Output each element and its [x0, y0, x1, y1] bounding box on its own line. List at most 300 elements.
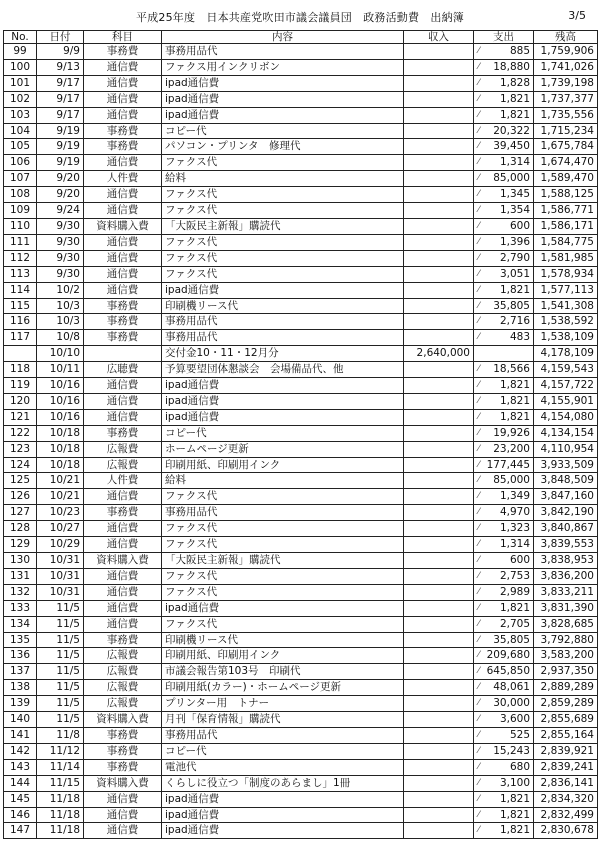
cell-expense: ⁄ 1,821 — [474, 393, 534, 409]
cell-date: 9/30 — [37, 250, 84, 266]
cell-date: 9/17 — [37, 91, 84, 107]
cell-description: 印刷機リース代 — [162, 298, 404, 314]
cell-balance: 3,847,160 — [534, 489, 598, 505]
cell-balance: 2,855,164 — [534, 727, 598, 743]
cell-date: 11/5 — [37, 616, 84, 632]
cell-description: 印刷用紙、印刷用インク — [162, 648, 404, 664]
cell-description: ファクス代 — [162, 537, 404, 553]
cell-description: 事務用品代 — [162, 44, 404, 60]
table-row — [4, 537, 598, 553]
cell-expense: ⁄ 35,805 — [474, 632, 534, 648]
cell-balance: 1,715,234 — [534, 123, 598, 139]
cell-expense: ⁄ 1,828 — [474, 75, 534, 91]
cell-date: 9/30 — [37, 234, 84, 250]
cell-category: 資料購入費 — [84, 775, 162, 791]
cell-no: 145 — [4, 791, 37, 807]
cell-description: 事務用品代 — [162, 727, 404, 743]
cell-category: 通信費 — [84, 203, 162, 219]
cell-expense: ⁄ 1,821 — [474, 791, 534, 807]
cell-income — [404, 537, 474, 553]
cell-no: 126 — [4, 489, 37, 505]
check-mark-icon: ⁄ — [478, 602, 480, 613]
cell-income — [404, 171, 474, 187]
table-row — [4, 553, 598, 569]
cell-category: 事務費 — [84, 505, 162, 521]
cell-description: 月刊「保育情報」購読代 — [162, 712, 404, 728]
cell-description: ファクス代 — [162, 584, 404, 600]
cell-date: 9/19 — [37, 155, 84, 171]
cell-no: 100 — [4, 59, 37, 75]
column-header-category: 科目 — [84, 31, 162, 44]
cell-balance: 3,842,190 — [534, 505, 598, 521]
cell-description: 事務用品代 — [162, 505, 404, 521]
cell-date: 10/10 — [37, 346, 84, 362]
cell-no: 119 — [4, 378, 37, 394]
cell-no: 133 — [4, 600, 37, 616]
cell-category: 広聴費 — [84, 362, 162, 378]
check-mark-icon: ⁄ — [478, 714, 480, 725]
cell-category: 通信費 — [84, 378, 162, 394]
cell-balance: 1,588,125 — [534, 187, 598, 203]
table-row — [4, 91, 598, 107]
cell-expense: ⁄ 600 — [474, 553, 534, 569]
cell-income — [404, 107, 474, 123]
table-row — [4, 425, 598, 441]
cell-description: ipad通信費 — [162, 791, 404, 807]
cell-category: 通信費 — [84, 823, 162, 839]
cell-balance: 2,832,499 — [534, 807, 598, 823]
table-row — [4, 775, 598, 791]
cell-category: 資料購入費 — [84, 712, 162, 728]
cell-description: ファクス代 — [162, 568, 404, 584]
cell-description: ファクス用インクリボン — [162, 59, 404, 75]
cell-balance: 1,538,109 — [534, 330, 598, 346]
cell-income — [404, 553, 474, 569]
table-row — [4, 203, 598, 219]
cell-income: 2,640,000 — [404, 346, 474, 362]
cell-no: 146 — [4, 807, 37, 823]
cell-category: 広報費 — [84, 664, 162, 680]
check-mark-icon: ⁄ — [478, 332, 480, 343]
table-row — [4, 791, 598, 807]
check-mark-icon: ⁄ — [478, 189, 480, 200]
cell-income — [404, 282, 474, 298]
cell-date: 10/29 — [37, 537, 84, 553]
cell-category: 事務費 — [84, 314, 162, 330]
table-row — [4, 664, 598, 680]
cell-no: 129 — [4, 537, 37, 553]
table-row — [4, 378, 598, 394]
check-mark-icon: ⁄ — [478, 395, 480, 406]
cell-description: ipad通信費 — [162, 378, 404, 394]
check-mark-icon: ⁄ — [478, 157, 480, 168]
cell-description: 印刷機リース代 — [162, 632, 404, 648]
cell-no: 105 — [4, 139, 37, 155]
cell-expense: ⁄ 1,821 — [474, 91, 534, 107]
check-mark-icon: ⁄ — [478, 77, 480, 88]
cell-balance: 4,134,154 — [534, 425, 598, 441]
cell-expense: ⁄ 20,322 — [474, 123, 534, 139]
check-mark-icon: ⁄ — [478, 539, 480, 550]
cell-balance: 1,586,171 — [534, 218, 598, 234]
cell-category: 広報費 — [84, 441, 162, 457]
check-mark-icon: ⁄ — [478, 236, 480, 247]
check-mark-icon: ⁄ — [478, 364, 480, 375]
cell-income — [404, 521, 474, 537]
cell-category: 通信費 — [84, 187, 162, 203]
cell-description: ファクス代 — [162, 616, 404, 632]
cell-date: 11/5 — [37, 712, 84, 728]
cell-no: 132 — [4, 584, 37, 600]
check-mark-icon: ⁄ — [478, 411, 480, 422]
cell-date: 11/5 — [37, 600, 84, 616]
cell-category: 人件費 — [84, 171, 162, 187]
cell-income — [404, 791, 474, 807]
table-row — [4, 393, 598, 409]
cell-date: 10/27 — [37, 521, 84, 537]
cell-category: 通信費 — [84, 616, 162, 632]
check-mark-icon: ⁄ — [478, 698, 480, 709]
cell-no: 140 — [4, 712, 37, 728]
table-row — [4, 616, 598, 632]
cell-category: 人件費 — [84, 473, 162, 489]
cell-date: 10/3 — [37, 314, 84, 330]
column-header-income: 収入 — [404, 31, 474, 44]
column-header-date: 日付 — [37, 31, 84, 44]
cell-no: 135 — [4, 632, 37, 648]
cell-balance: 2,889,289 — [534, 680, 598, 696]
table-row — [4, 632, 598, 648]
cell-description: 給料 — [162, 171, 404, 187]
cell-no: 107 — [4, 171, 37, 187]
cell-balance: 2,830,678 — [534, 823, 598, 839]
cell-category: 通信費 — [84, 75, 162, 91]
column-header-no: No. — [4, 31, 37, 44]
cell-description: ホームページ更新 — [162, 441, 404, 457]
cell-category: 事務費 — [84, 727, 162, 743]
cell-expense: ⁄ 23,200 — [474, 441, 534, 457]
cell-date: 10/18 — [37, 441, 84, 457]
check-mark-icon: ⁄ — [478, 682, 480, 693]
cell-description: ipad通信費 — [162, 91, 404, 107]
cell-income — [404, 807, 474, 823]
table-row — [4, 680, 598, 696]
cell-expense: ⁄ 4,970 — [474, 505, 534, 521]
cell-no: 103 — [4, 107, 37, 123]
table-row — [4, 743, 598, 759]
cell-description: ipad通信費 — [162, 282, 404, 298]
check-mark-icon: ⁄ — [478, 173, 480, 184]
cell-no: 134 — [4, 616, 37, 632]
cell-no: 125 — [4, 473, 37, 489]
cell-description: ファクス代 — [162, 489, 404, 505]
check-mark-icon: ⁄ — [478, 491, 480, 502]
cell-no: 120 — [4, 393, 37, 409]
check-mark-icon: ⁄ — [478, 555, 480, 565]
table-row — [4, 362, 598, 378]
page-header — [0, 0, 600, 30]
cell-date: 11/5 — [37, 632, 84, 648]
cell-expense: ⁄ 85,000 — [474, 473, 534, 489]
cell-balance: 1,538,592 — [534, 314, 598, 330]
column-header-balance: 残高 — [534, 31, 598, 44]
cell-category: 通信費 — [84, 807, 162, 823]
cell-balance: 4,178,109 — [534, 346, 598, 362]
cell-description: ファクス代 — [162, 234, 404, 250]
cell-description: くらしに役立つ「制度のあらまし」1冊 — [162, 775, 404, 791]
cell-description: 市議会報告第103号 印刷代 — [162, 664, 404, 680]
table-row — [4, 234, 598, 250]
cell-balance: 1,739,198 — [534, 75, 598, 91]
check-mark-icon: ⁄ — [478, 825, 480, 836]
cell-balance: 1,759,906 — [534, 44, 598, 60]
cell-category: 通信費 — [84, 568, 162, 584]
cell-description: ipad通信費 — [162, 75, 404, 91]
check-mark-icon: ⁄ — [478, 46, 480, 56]
ledger-body — [4, 44, 598, 839]
table-row — [4, 44, 598, 60]
cell-category: 通信費 — [84, 282, 162, 298]
cell-no: 114 — [4, 282, 37, 298]
cell-date: 11/18 — [37, 807, 84, 823]
cell-date: 9/9 — [37, 44, 84, 60]
cell-date: 10/31 — [37, 568, 84, 584]
cell-balance: 3,933,509 — [534, 457, 598, 473]
check-mark-icon: ⁄ — [478, 793, 480, 804]
cell-expense: ⁄ 1,821 — [474, 107, 534, 123]
cell-expense: ⁄ 209,680 — [474, 648, 534, 664]
table-row — [4, 727, 598, 743]
cell-category: 事務費 — [84, 632, 162, 648]
cell-income — [404, 775, 474, 791]
cell-income — [404, 473, 474, 489]
cell-expense: ⁄ 1,345 — [474, 187, 534, 203]
cell-balance: 3,831,390 — [534, 600, 598, 616]
cell-income — [404, 266, 474, 282]
cell-category: 事務費 — [84, 759, 162, 775]
cell-income — [404, 648, 474, 664]
cell-description: ipad通信費 — [162, 409, 404, 425]
cell-date: 11/12 — [37, 743, 84, 759]
check-mark-icon: ⁄ — [478, 761, 480, 772]
cell-category: 通信費 — [84, 489, 162, 505]
cell-income — [404, 664, 474, 680]
cell-expense: ⁄ 885 — [474, 44, 534, 60]
cell-no: 113 — [4, 266, 37, 282]
check-mark-icon: ⁄ — [478, 650, 480, 661]
cell-no: 110 — [4, 218, 37, 234]
cell-expense: ⁄ 1,314 — [474, 537, 534, 553]
table-row — [4, 75, 598, 91]
cell-category: 事務費 — [84, 425, 162, 441]
cell-description: ipad通信費 — [162, 600, 404, 616]
table-row — [4, 600, 598, 616]
table-row — [4, 314, 598, 330]
cell-description: コピー代 — [162, 123, 404, 139]
cell-description: ファクス代 — [162, 266, 404, 282]
cell-expense: ⁄ 19,926 — [474, 425, 534, 441]
cell-category: 広報費 — [84, 696, 162, 712]
table-row — [4, 218, 598, 234]
cell-description: ipad通信費 — [162, 393, 404, 409]
cell-category: 通信費 — [84, 600, 162, 616]
cell-category — [84, 346, 162, 362]
cell-income — [404, 616, 474, 632]
cell-date: 10/31 — [37, 553, 84, 569]
cell-expense: ⁄ 1,821 — [474, 807, 534, 823]
cell-balance: 4,110,954 — [534, 441, 598, 457]
cell-no: 111 — [4, 234, 37, 250]
cell-date: 11/14 — [37, 759, 84, 775]
cell-description: 予算要望団体懇談会 会場備品代、他 — [162, 362, 404, 378]
cell-description: ipad通信費 — [162, 823, 404, 839]
cell-expense: ⁄ 35,805 — [474, 298, 534, 314]
cell-date: 9/20 — [37, 187, 84, 203]
cell-balance: 1,675,784 — [534, 139, 598, 155]
table-row — [4, 346, 598, 362]
table-header-row — [4, 31, 598, 44]
check-mark-icon: ⁄ — [478, 427, 480, 438]
table-row — [4, 505, 598, 521]
cell-description: 「大阪民主新報」購読代 — [162, 553, 404, 569]
cell-income — [404, 823, 474, 839]
check-mark-icon: ⁄ — [478, 141, 480, 152]
cell-income — [404, 600, 474, 616]
cell-date: 9/30 — [37, 266, 84, 282]
cell-balance: 3,839,553 — [534, 537, 598, 553]
cell-income — [404, 441, 474, 457]
cell-description: 電池代 — [162, 759, 404, 775]
cell-no: 128 — [4, 521, 37, 537]
cell-category: 事務費 — [84, 743, 162, 759]
cell-date: 9/17 — [37, 107, 84, 123]
cell-income — [404, 155, 474, 171]
cell-balance: 1,586,771 — [534, 203, 598, 219]
cell-income — [404, 568, 474, 584]
cell-income — [404, 425, 474, 441]
cell-balance: 2,855,689 — [534, 712, 598, 728]
column-header-expense: 支出 — [474, 31, 534, 44]
table-row — [4, 712, 598, 728]
cell-no: 109 — [4, 203, 37, 219]
cell-category: 資料購入費 — [84, 553, 162, 569]
check-mark-icon: ⁄ — [478, 205, 480, 216]
cell-expense: ⁄ 1,821 — [474, 282, 534, 298]
table-row — [4, 584, 598, 600]
check-mark-icon: ⁄ — [478, 570, 480, 581]
check-mark-icon: ⁄ — [478, 220, 480, 231]
cell-balance: 1,584,775 — [534, 234, 598, 250]
check-mark-icon: ⁄ — [478, 586, 480, 597]
table-row — [4, 59, 598, 75]
check-mark-icon: ⁄ — [478, 443, 480, 454]
cell-category: 広報費 — [84, 457, 162, 473]
cell-expense: ⁄ 2,705 — [474, 616, 534, 632]
cell-expense: ⁄ 3,051 — [474, 266, 534, 282]
cell-income — [404, 505, 474, 521]
check-mark-icon: ⁄ — [478, 745, 480, 756]
check-mark-icon: ⁄ — [478, 729, 480, 740]
cell-balance: 4,154,080 — [534, 409, 598, 425]
cell-expense: ⁄ 1,821 — [474, 600, 534, 616]
cell-category: 事務費 — [84, 330, 162, 346]
cell-income — [404, 314, 474, 330]
cell-income — [404, 489, 474, 505]
cell-balance: 3,583,200 — [534, 648, 598, 664]
check-mark-icon: ⁄ — [478, 61, 480, 72]
cell-description: ファクス代 — [162, 187, 404, 203]
cell-balance: 4,155,901 — [534, 393, 598, 409]
cell-category: 広報費 — [84, 680, 162, 696]
check-mark-icon: ⁄ — [478, 634, 480, 645]
cell-no: 99 — [4, 44, 37, 60]
cell-expense — [474, 346, 534, 362]
table-row — [4, 489, 598, 505]
cell-no: 118 — [4, 362, 37, 378]
cell-balance: 1,741,026 — [534, 59, 598, 75]
cell-balance: 3,833,211 — [534, 584, 598, 600]
cell-date: 10/18 — [37, 425, 84, 441]
cell-description: ファクス代 — [162, 155, 404, 171]
cell-no: 112 — [4, 250, 37, 266]
cell-category: 通信費 — [84, 91, 162, 107]
table-row — [4, 648, 598, 664]
cell-balance: 2,834,320 — [534, 791, 598, 807]
check-mark-icon: ⁄ — [478, 316, 480, 327]
cell-category: 通信費 — [84, 266, 162, 282]
cell-no: 138 — [4, 680, 37, 696]
table-row — [4, 330, 598, 346]
cell-income — [404, 187, 474, 203]
cell-income — [404, 203, 474, 219]
cell-expense: ⁄ 1,821 — [474, 409, 534, 425]
check-mark-icon: ⁄ — [478, 523, 480, 534]
cell-income — [404, 409, 474, 425]
cell-income — [404, 330, 474, 346]
cell-date: 9/20 — [37, 171, 84, 187]
table-row — [4, 409, 598, 425]
cell-date: 10/23 — [37, 505, 84, 521]
check-mark-icon: ⁄ — [478, 109, 480, 120]
cell-date: 10/11 — [37, 362, 84, 378]
cell-balance: 3,848,509 — [534, 473, 598, 489]
cell-date: 10/31 — [37, 584, 84, 600]
cell-date: 10/2 — [37, 282, 84, 298]
cell-income — [404, 298, 474, 314]
cell-date: 11/5 — [37, 680, 84, 696]
cell-income — [404, 696, 474, 712]
cell-no: 104 — [4, 123, 37, 139]
cell-description: コピー代 — [162, 425, 404, 441]
cell-date: 11/18 — [37, 823, 84, 839]
cell-date: 9/17 — [37, 75, 84, 91]
cell-expense: ⁄ 1,314 — [474, 155, 534, 171]
cell-no: 139 — [4, 696, 37, 712]
cell-income — [404, 362, 474, 378]
cell-balance: 1,578,934 — [534, 266, 598, 282]
cell-description: 交付金10・11・12月分 — [162, 346, 404, 362]
check-mark-icon: ⁄ — [478, 125, 480, 136]
cell-no: 137 — [4, 664, 37, 680]
cell-income — [404, 218, 474, 234]
cell-no: 121 — [4, 409, 37, 425]
cell-description: パソコン・プリンタ 修理代 — [162, 139, 404, 155]
table-row — [4, 250, 598, 266]
cell-income — [404, 393, 474, 409]
cell-category: 通信費 — [84, 107, 162, 123]
cell-date: 9/24 — [37, 203, 84, 219]
cell-expense: ⁄ 30,000 — [474, 696, 534, 712]
